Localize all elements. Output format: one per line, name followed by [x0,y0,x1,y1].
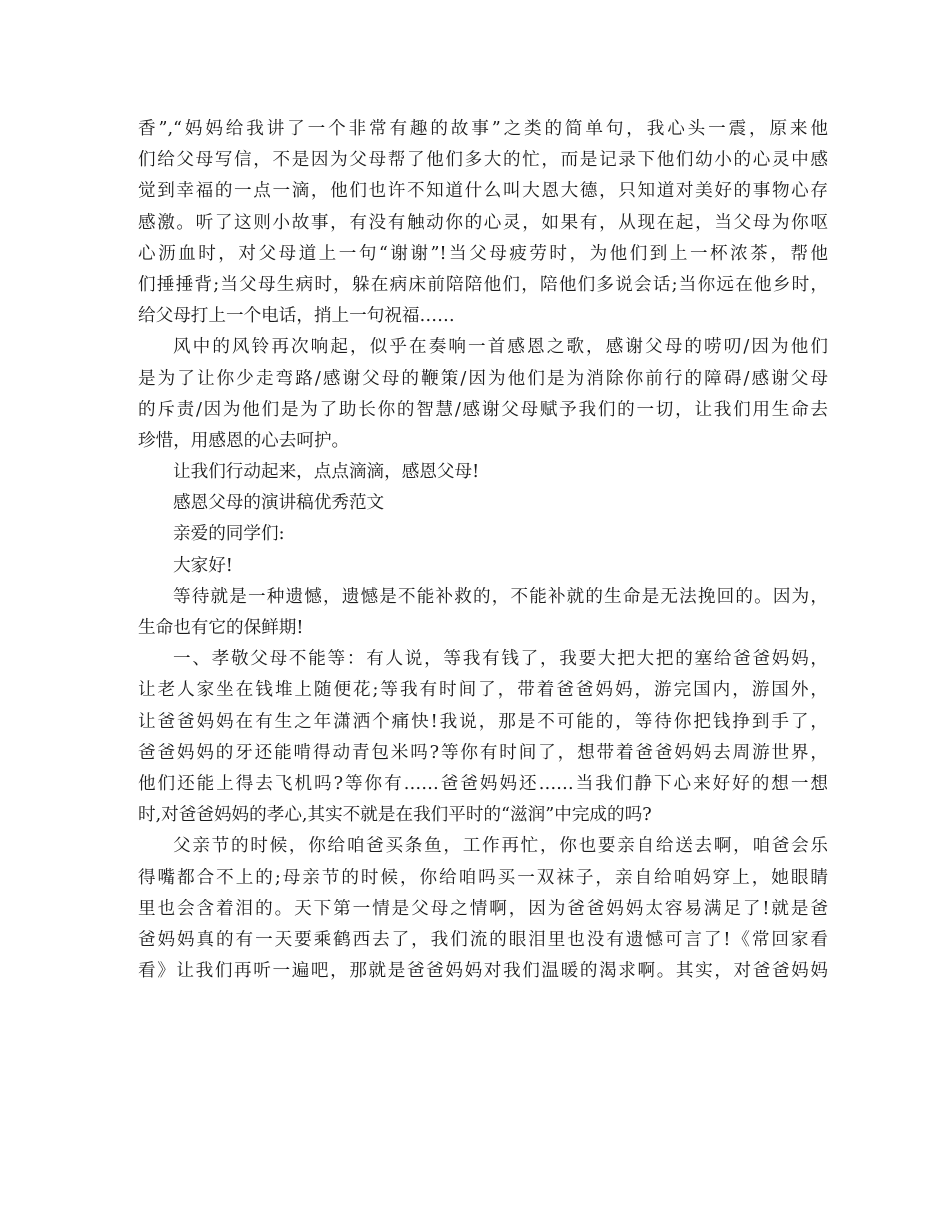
text-line: 他们还能上得去飞机吗?等你有……爸爸妈妈还……当我们静下心来好好的想一想 [138,773,828,794]
text-line: 风中的风铃再次响起，似乎在奏响一首感恩之歌，感谢父母的唠叨/因为他们 [173,337,828,358]
text-line: 爸爸妈妈的牙还能啃得动青包米吗?等你有时间了，想带着爸爸妈妈去周游世界， [138,742,828,763]
text-line: 的斥责/因为他们是为了助长你的智慧/感谢父母赋予我们的一切，让我们用生命去 [138,399,828,420]
text-line: 感恩父母的演讲稿优秀范文 [173,493,385,514]
paragraph [138,488,828,519]
text-line: 里也会含着泪的。天下第一情是父母之情啊，因为爸爸妈妈太容易满足了!就是爸 [138,898,828,919]
text-line: 觉到幸福的一点一滴，他们也许不知道什么叫大恩大德，只知道对美好的事物心存 [138,181,828,202]
text-line: 珍惜，用感恩的心去呵护。 [138,430,350,451]
paragraph [138,551,828,582]
text-line: 爸妈妈真的有一天要乘鹤西去了，我们流的眼泪里也没有遗憾可言了!《常回家看 [138,929,828,950]
text-line: 让爸爸妈妈在有生之年潇洒个痛快!我说，那是不可能的，等待你把钱挣到手了， [138,711,828,732]
text-line: 大家好! [173,555,233,576]
text-line: 一、孝敬父母不能等：有人说，等我有钱了，我要大把大把的塞给爸爸妈妈， [173,649,828,670]
paragraph [138,114,828,332]
paragraph [138,519,828,550]
text-line: 心沥血时，对父母道上一句“谢谢”!当父母疲劳时，为他们到上一杯浓茶，帮他 [138,243,828,264]
text-line: 是为了让你少走弯路/感谢父母的鞭策/因为他们是为消除你前行的障碍/感谢父母 [138,368,828,389]
text-line: 时,对爸爸妈妈的孝心,其实不就是在我们平时的“滋润”中完成的吗? [138,805,652,826]
document-body [138,114,828,987]
paragraph [138,332,828,457]
text-line: 让我们行动起来，点点滴滴，感恩父母! [173,462,480,483]
text-line: 亲爱的同学们: [173,524,285,545]
paragraph [138,582,828,644]
text-line: 们捶捶背;当父母生病时，躲在病床前陪陪他们，陪他们多说会话;当你远在他乡时， [138,274,828,295]
text-line: 父亲节的时候，你给咱爸买条鱼，工作再忙，你也要亲自给送去啊，咱爸会乐 [173,836,828,857]
text-line: 让老人家坐在钱堆上随便花;等我有时间了，带着爸爸妈妈，游完国内，游国外， [138,680,828,701]
paragraph [138,644,828,831]
text-line: 们给父母写信，不是因为父母帮了他们多大的忙，而是记录下他们幼小的心灵中感 [138,150,828,171]
paragraph [138,457,828,488]
text-line: 香”,“妈妈给我讲了一个非常有趣的故事”之类的简单句，我心头一震，原来他 [138,119,828,139]
text-line: 感激。听了这则小故事，有没有触动你的心灵，如果有，从现在起，当父母为你呕 [138,212,828,233]
text-line: 得嘴都合不上的;母亲节的时候，你给咱吗买一双袜子，亲自给咱妈穿上，她眼睛 [138,867,828,888]
text-line: 给父母打上一个电话，捎上一句祝福…… [138,306,455,327]
text-line: 生命也有它的保鲜期! [138,618,304,638]
text-line: 看》让我们再听一遍吧，那就是爸爸妈妈对我们温暖的渴求啊。其实，对爸爸妈妈 [138,961,828,982]
text-line: 等待就是一种遗憾，遗憾是不能补救的，不能补就的生命是无法挽回的。因为， [173,586,828,607]
paragraph [138,831,828,987]
